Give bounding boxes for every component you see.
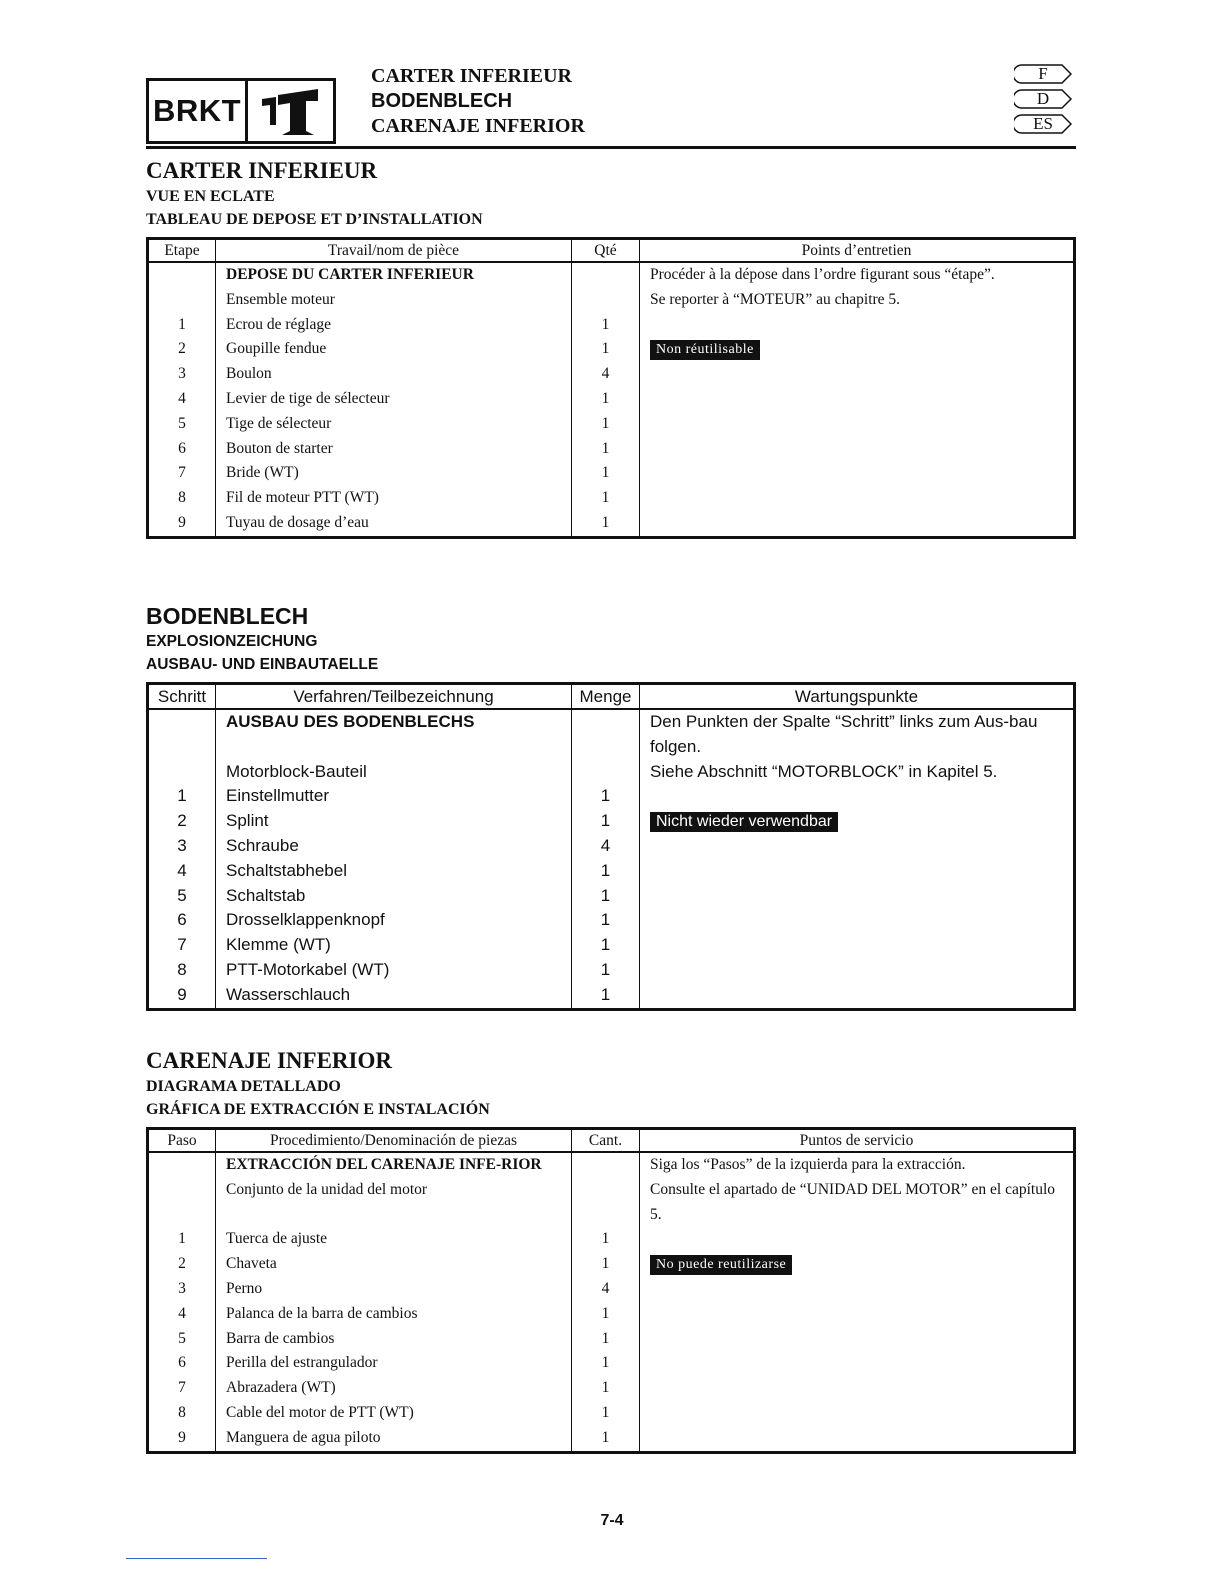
qty-cell: 1 bbox=[572, 437, 640, 462]
col-notes: Wartungspunkte bbox=[640, 684, 1075, 710]
name-cell: Perilla del estrangulador bbox=[216, 1351, 572, 1376]
table-row bbox=[148, 908, 1075, 933]
table-row bbox=[148, 1277, 1075, 1302]
header-title-es: CARENAJE INFERIOR bbox=[371, 115, 585, 137]
section-title: CARTER INFERIEUR bbox=[146, 158, 378, 183]
name-cell: Cable del motor de PTT (WT) bbox=[216, 1401, 572, 1426]
note-cell bbox=[640, 1302, 1075, 1327]
note-cell bbox=[640, 362, 1075, 387]
table-row bbox=[148, 1351, 1075, 1376]
table-row bbox=[148, 1327, 1075, 1352]
step-cell: 8 bbox=[148, 486, 216, 511]
note-cell: Procéder à la dépose dans l’ordre figurant sous “étape”. bbox=[640, 262, 1075, 288]
note-cell: Siga los “Pasos” de la izquierda para la extracción. bbox=[640, 1152, 1075, 1178]
note-cell bbox=[640, 958, 1075, 983]
name-cell: Fil de moteur PTT (WT) bbox=[216, 486, 572, 511]
qty-cell: 1 bbox=[572, 884, 640, 909]
col-step: Etape bbox=[148, 239, 216, 263]
note-cell bbox=[640, 884, 1075, 909]
name-cell: Tige de sélecteur bbox=[216, 412, 572, 437]
table-row bbox=[148, 288, 1075, 313]
name-cell: Manguera de agua piloto bbox=[216, 1426, 572, 1452]
table-row bbox=[148, 1227, 1075, 1252]
table-row bbox=[148, 809, 1075, 834]
step-cell: 3 bbox=[148, 1277, 216, 1302]
qty-cell: 1 bbox=[572, 461, 640, 486]
step-cell: 6 bbox=[148, 437, 216, 462]
name-cell: Chaveta bbox=[216, 1252, 572, 1277]
qty-cell: 1 bbox=[572, 809, 640, 834]
qty-cell bbox=[572, 709, 640, 760]
section-fr bbox=[146, 157, 1076, 539]
name-cell: Levier de tige de sélecteur bbox=[216, 387, 572, 412]
name-cell: Ensemble moteur bbox=[216, 288, 572, 313]
name-cell: Bouton de starter bbox=[216, 437, 572, 462]
section-subtitle: DIAGRAMA DETALLADO bbox=[146, 1078, 341, 1095]
col-step: Schritt bbox=[148, 684, 216, 710]
lang-badge-es: ES bbox=[1014, 114, 1072, 134]
table-row bbox=[148, 958, 1075, 983]
name-cell: Motorblock-Bauteil bbox=[216, 760, 572, 785]
not-reusable-badge: No puede reutilizarse bbox=[650, 1255, 792, 1275]
step-cell: 4 bbox=[148, 387, 216, 412]
step-cell: 7 bbox=[148, 1376, 216, 1401]
qty-cell: 1 bbox=[572, 1227, 640, 1252]
section-badge bbox=[146, 78, 336, 144]
table-header-row bbox=[148, 239, 1075, 263]
step-cell bbox=[148, 262, 216, 288]
table-row bbox=[148, 1376, 1075, 1401]
note-cell bbox=[640, 1252, 1075, 1277]
qty-cell: 4 bbox=[572, 834, 640, 859]
step-cell bbox=[148, 709, 216, 760]
table-row bbox=[148, 859, 1075, 884]
table-row bbox=[148, 1178, 1075, 1228]
qty-cell: 1 bbox=[572, 511, 640, 537]
note-cell bbox=[640, 859, 1075, 884]
table-row bbox=[148, 337, 1075, 362]
table-row bbox=[148, 709, 1075, 760]
name-cell: Einstellmutter bbox=[216, 784, 572, 809]
note-cell bbox=[640, 1227, 1075, 1252]
table-row bbox=[148, 486, 1075, 511]
table-row bbox=[148, 1401, 1075, 1426]
table-row bbox=[148, 412, 1075, 437]
table-header-row bbox=[148, 684, 1075, 710]
note-cell bbox=[640, 511, 1075, 537]
step-cell: 6 bbox=[148, 908, 216, 933]
step-cell: 5 bbox=[148, 884, 216, 909]
lang-badge-d: D bbox=[1014, 89, 1072, 109]
qty-cell: 4 bbox=[572, 362, 640, 387]
table-row bbox=[148, 262, 1075, 288]
section-subtitle: AUSBAU- UND EINBAUTAELLE bbox=[146, 656, 379, 673]
name-cell: Conjunto de la unidad del motor bbox=[216, 1178, 572, 1228]
qty-cell: 1 bbox=[572, 1302, 640, 1327]
step-cell: 1 bbox=[148, 784, 216, 809]
step-cell: 9 bbox=[148, 983, 216, 1009]
section-subtitle: VUE EN ECLATE bbox=[146, 188, 275, 205]
name-cell: Barra de cambios bbox=[216, 1327, 572, 1352]
step-cell: 2 bbox=[148, 337, 216, 362]
name-cell: Schraube bbox=[216, 834, 572, 859]
qty-cell: 1 bbox=[572, 908, 640, 933]
removal-table bbox=[146, 682, 1076, 1011]
note-cell bbox=[640, 784, 1075, 809]
note-cell bbox=[640, 1401, 1075, 1426]
table-row bbox=[148, 1252, 1075, 1277]
page-number: 7-4 bbox=[600, 1512, 624, 1529]
step-cell: 7 bbox=[148, 933, 216, 958]
qty-cell: 1 bbox=[572, 1252, 640, 1277]
table-row bbox=[148, 511, 1075, 537]
name-cell: Bride (WT) bbox=[216, 461, 572, 486]
col-notes: Puntos de servicio bbox=[640, 1129, 1075, 1153]
qty-cell: 1 bbox=[572, 1376, 640, 1401]
step-cell: 1 bbox=[148, 313, 216, 338]
name-cell: Splint bbox=[216, 809, 572, 834]
step-cell: 5 bbox=[148, 412, 216, 437]
name-cell: Wasserschlauch bbox=[216, 983, 572, 1009]
table-row bbox=[148, 1152, 1075, 1178]
note-cell bbox=[640, 933, 1075, 958]
step-cell: 2 bbox=[148, 1252, 216, 1277]
section-subtitle: EXPLOSIONZEICHUNG bbox=[146, 633, 318, 650]
step-cell: 3 bbox=[148, 362, 216, 387]
note-cell bbox=[640, 1327, 1075, 1352]
note-cell bbox=[640, 983, 1075, 1009]
footnote-rule bbox=[126, 1558, 267, 1559]
qty-cell: 1 bbox=[572, 983, 640, 1009]
qty-cell bbox=[572, 262, 640, 288]
name-cell: AUSBAU DES BODENBLECHS bbox=[216, 709, 572, 760]
step-cell: 4 bbox=[148, 1302, 216, 1327]
col-step: Paso bbox=[148, 1129, 216, 1153]
step-cell: 2 bbox=[148, 809, 216, 834]
col-name: Procedimiento/Denominación de piezas bbox=[216, 1129, 572, 1153]
name-cell: Abrazadera (WT) bbox=[216, 1376, 572, 1401]
qty-cell: 1 bbox=[572, 1327, 640, 1352]
name-cell: DEPOSE DU CARTER INFERIEUR bbox=[216, 262, 572, 288]
qty-cell: 1 bbox=[572, 313, 640, 338]
name-cell: Boulon bbox=[216, 362, 572, 387]
section-de bbox=[146, 602, 1076, 1011]
note-cell: Siehe Abschnitt “MOTORBLOCK” in Kapitel 5. bbox=[640, 760, 1075, 785]
table-row bbox=[148, 933, 1075, 958]
name-cell: Goupille fendue bbox=[216, 337, 572, 362]
step-cell bbox=[148, 1178, 216, 1228]
step-cell: 3 bbox=[148, 834, 216, 859]
step-cell: 8 bbox=[148, 1401, 216, 1426]
name-cell: Schaltstabhebel bbox=[216, 859, 572, 884]
qty-cell: 1 bbox=[572, 486, 640, 511]
table-row bbox=[148, 437, 1075, 462]
note-cell bbox=[640, 1351, 1075, 1376]
col-qty: Cant. bbox=[572, 1129, 640, 1153]
table-row bbox=[148, 461, 1075, 486]
section-title: CARENAJE INFERIOR bbox=[146, 1048, 392, 1073]
table-row bbox=[148, 387, 1075, 412]
name-cell: Ecrou de réglage bbox=[216, 313, 572, 338]
note-cell bbox=[640, 908, 1075, 933]
table-header-row bbox=[148, 1129, 1075, 1153]
qty-cell: 1 bbox=[572, 1426, 640, 1452]
qty-cell: 1 bbox=[572, 412, 640, 437]
name-cell: PTT-Motorkabel (WT) bbox=[216, 958, 572, 983]
qty-cell: 1 bbox=[572, 1401, 640, 1426]
qty-cell: 4 bbox=[572, 1277, 640, 1302]
col-name: Travail/nom de pièce bbox=[216, 239, 572, 263]
col-qty: Menge bbox=[572, 684, 640, 710]
note-cell bbox=[640, 412, 1075, 437]
note-cell: Se reporter à “MOTEUR” au chapitre 5. bbox=[640, 288, 1075, 313]
removal-table bbox=[146, 1127, 1076, 1454]
table-row bbox=[148, 884, 1075, 909]
table-row bbox=[148, 834, 1075, 859]
section-subtitle: GRÁFICA DE EXTRACCIÓN E INSTALACIÓN bbox=[146, 1101, 490, 1118]
name-cell: Perno bbox=[216, 1277, 572, 1302]
qty-cell: 1 bbox=[572, 958, 640, 983]
col-notes: Points d’entretien bbox=[640, 239, 1075, 263]
table-row bbox=[148, 1426, 1075, 1452]
not-reusable-badge: Nicht wieder verwendbar bbox=[650, 812, 838, 832]
note-cell bbox=[640, 486, 1075, 511]
section-es bbox=[146, 1047, 1076, 1454]
qty-cell: 1 bbox=[572, 859, 640, 884]
not-reusable-badge: Non réutilisable bbox=[650, 340, 760, 360]
step-cell: 9 bbox=[148, 511, 216, 537]
note-cell bbox=[640, 461, 1075, 486]
step-cell: 6 bbox=[148, 1351, 216, 1376]
name-cell: Drosselklappenknopf bbox=[216, 908, 572, 933]
note-cell: Consulte el apartado de “UNIDAD DEL MOTOR” en el capítulo 5. bbox=[640, 1178, 1075, 1228]
name-cell: Tuerca de ajuste bbox=[216, 1227, 572, 1252]
qty-cell bbox=[572, 288, 640, 313]
col-qty: Qté bbox=[572, 239, 640, 263]
step-cell: 1 bbox=[148, 1227, 216, 1252]
qty-cell: 1 bbox=[572, 387, 640, 412]
step-cell: 4 bbox=[148, 859, 216, 884]
step-cell bbox=[148, 1152, 216, 1178]
note-cell bbox=[640, 313, 1075, 338]
step-cell bbox=[148, 288, 216, 313]
step-cell: 9 bbox=[148, 1426, 216, 1452]
header-rule bbox=[146, 146, 1076, 149]
header-title-de: BODENBLECH bbox=[371, 90, 513, 112]
table-row bbox=[148, 760, 1075, 785]
name-cell: Schaltstab bbox=[216, 884, 572, 909]
step-cell: 7 bbox=[148, 461, 216, 486]
note-cell bbox=[640, 809, 1075, 834]
step-cell bbox=[148, 760, 216, 785]
note-cell bbox=[640, 437, 1075, 462]
removal-table bbox=[146, 237, 1076, 539]
qty-cell: 1 bbox=[572, 933, 640, 958]
name-cell: Klemme (WT) bbox=[216, 933, 572, 958]
table-row bbox=[148, 1302, 1075, 1327]
table-row bbox=[148, 983, 1075, 1009]
step-cell: 5 bbox=[148, 1327, 216, 1352]
header-title-fr: CARTER INFERIEUR bbox=[371, 65, 572, 87]
qty-cell: 1 bbox=[572, 337, 640, 362]
section-title: BODENBLECH bbox=[146, 603, 309, 629]
note-cell bbox=[640, 337, 1075, 362]
name-cell: Tuyau de dosage d’eau bbox=[216, 511, 572, 537]
table-row bbox=[148, 313, 1075, 338]
note-cell bbox=[640, 1376, 1075, 1401]
lang-badge-f: F bbox=[1014, 64, 1072, 84]
header-titles bbox=[371, 64, 585, 139]
qty-cell bbox=[572, 1178, 640, 1228]
qty-cell bbox=[572, 760, 640, 785]
table-row bbox=[148, 784, 1075, 809]
name-cell: Palanca de la barra de cambios bbox=[216, 1302, 572, 1327]
note-cell bbox=[640, 834, 1075, 859]
name-cell: EXTRACCIÓN DEL CARENAJE INFE-RIOR bbox=[216, 1152, 572, 1178]
col-name: Verfahren/Teilbezeichnung bbox=[216, 684, 572, 710]
qty-cell bbox=[572, 1152, 640, 1178]
note-cell bbox=[640, 387, 1075, 412]
note-cell bbox=[640, 1426, 1075, 1452]
section-subtitle: TABLEAU DE DEPOSE ET D’INSTALLATION bbox=[146, 211, 483, 228]
note-cell: Den Punkten der Spalte “Schritt” links zum Aus-bau folgen. bbox=[640, 709, 1075, 760]
language-badges bbox=[1014, 64, 1072, 139]
section-code: BRKT bbox=[149, 81, 248, 141]
qty-cell: 1 bbox=[572, 1351, 640, 1376]
note-cell bbox=[640, 1277, 1075, 1302]
step-cell: 8 bbox=[148, 958, 216, 983]
bracket-icon bbox=[248, 81, 333, 141]
qty-cell: 1 bbox=[572, 784, 640, 809]
table-row bbox=[148, 362, 1075, 387]
